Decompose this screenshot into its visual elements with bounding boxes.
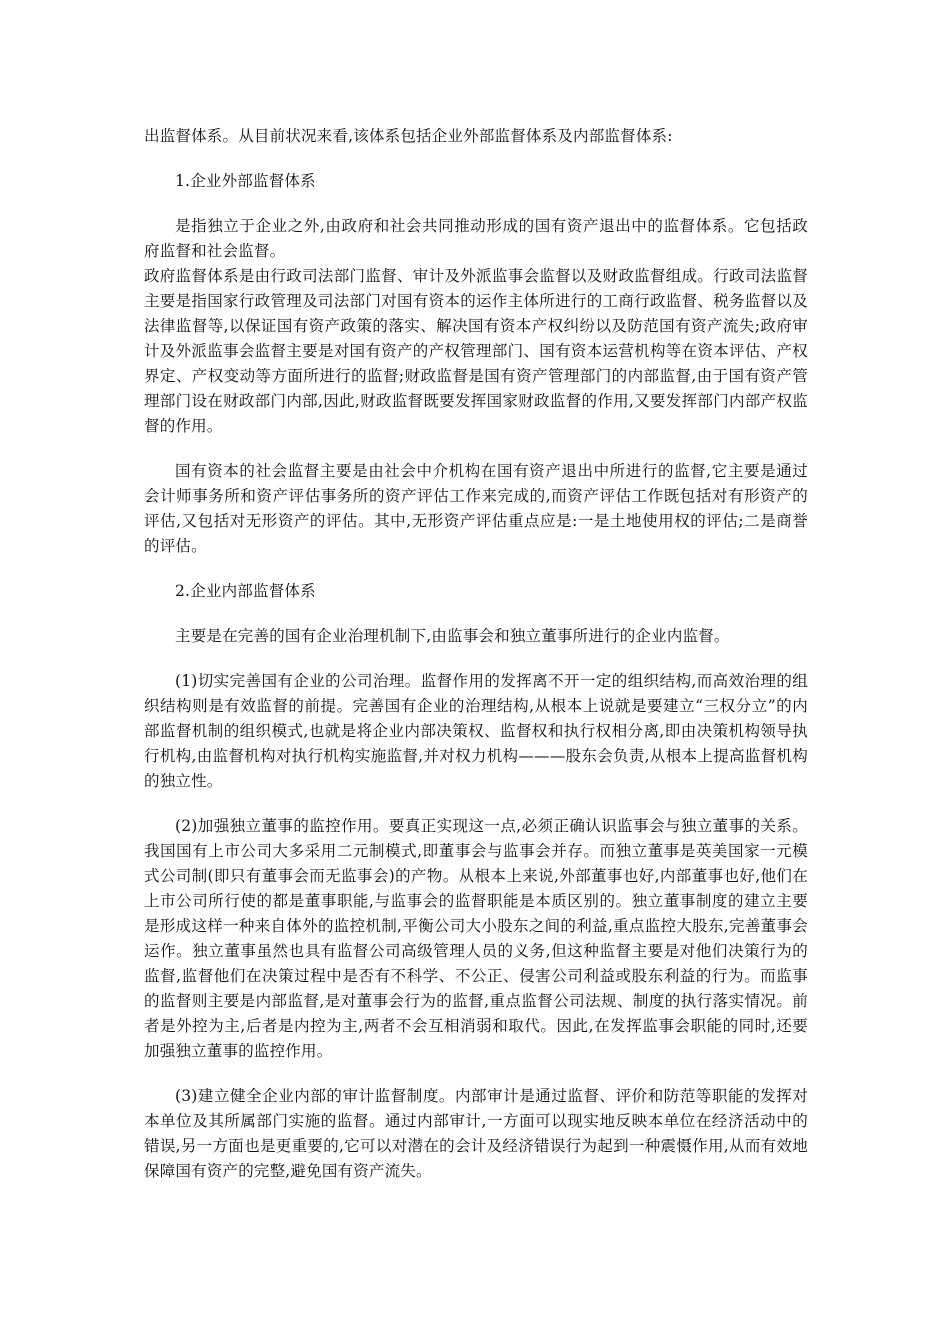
paragraph-item-2: (2)加强独立董事的监控作用。要真正实现这一点,必须正确认识监事会与独立董事的关系。我国国有上市公司大多采用二元制模式,即董事会与监事会并存。而独立董事是英美国家一元模式公司制(即只有董事会而无监事会)的产物。从根本上来说,外部董事也好,内部董事也好,他们在上市公司所行使的都是董事职能,与监事会的监督职能是本质区别的。独立董事制度的建立主要是形成这样一种来自体外的监控机制,平衡公司大小股东之间的利益,重点监控大股东,完善董事会运作。独立董事虽然也具有监督公司高级管理人员的义务,但这种监督主要是对他们决策行为的监督,监督他们在决策过程中是否有不科学、不公正、侵害公司利益或股东利益的行为。而监事的监督则主要是内部监督,是对董事会行为的监督,重点监督公司法规、制度的执行落实情况。前者是外控为主,后者是内控为主,两者不会互相消弱和取代。因此,在发挥监事会职能的同时,还要加强独立董事的监控作用。 <box>144 817 808 1060</box>
section-heading-internal: 2.企业内部监督体系 <box>175 582 316 600</box>
paragraph-item-1: (1)切实完善国有企业的公司治理。监督作用的发挥离不开一定的组织结构,而高效治理的组织结构则是有效监督的前提。完善国有企业的治理结构,从根本上说就是要建立“三权分立”的内部监督机制的组织模式,也就是将企业内部决策权、监督权和执行权相分离,即由决策机构领导执行机构,由监督机构对执行机构实施监督,并对权力机构———股东会负责,从根本上提高监督机构的独立性。 <box>144 672 808 790</box>
paragraph-social-supervision: 国有资本的社会监督主要是由社会中介机构在国有资产退出中所进行的监督,它主要是通过会计师事务所和资产评估事务所的资产评估工作来完成的,而资产评估工作既包括对有形资产的评估,又包括对无形资产的评估。其中,无形资产评估重点应是:一是土地使用权的评估;二是商誉的评估。 <box>144 462 808 555</box>
paragraph-item-3: (3)建立健全企业内部的审计监督制度。内部审计是通过监督、评价和防范等职能的发挥对本单位及其所属部门实施的监督。通过内部审计,一方面可以现实地反映本单位在经济活动中的错误,另一方面也是更重要的,它可以对潜在的会计及经济错误行为起到一种震慑作用,从而有效地保障国有资产的完整,避免国有资产流失。 <box>144 1087 808 1180</box>
paragraph-intro: 出监督体系。从目前状况来看,该体系包括企业外部监督体系及内部监督体系: <box>144 127 673 145</box>
paragraph-external-definition: 是指独立于企业之外,由政府和社会共同推动形成的国有资产退出中的监督体系。它包括政府监督和社会监督。 <box>144 217 808 260</box>
document-body <box>144 124 808 1184</box>
paragraph-government-supervision: 政府监督体系是由行政司法部门监督、审计及外派监事会监督以及财政监督组成。行政司法监督主要是指国家行政管理及司法部门对国有资本的运作主体所进行的工商行政监督、税务监督以及法律监督等,以保证国有资产政策的落实、解决国有资本产权纠纷以及防范国有资产流失;政府审计及外派监事会监督主要是对国有资产的产权管理部门、国有资本运营机构等在资本评估、产权界定、产权变动等方面所进行的监督;财政监督是国有资产管理部门的内部监督,由于国有资产管理部门设在财政部门内部,因此,财政监督既要发挥国家财政监督的作用,又要发挥部门内部产权监督的作用。 <box>144 267 808 435</box>
paragraph-internal-definition: 主要是在完善的国有企业治理机制下,由监事会和独立董事所进行的企业内监督。 <box>175 627 730 645</box>
section-heading-external: 1.企业外部监督体系 <box>175 172 316 190</box>
